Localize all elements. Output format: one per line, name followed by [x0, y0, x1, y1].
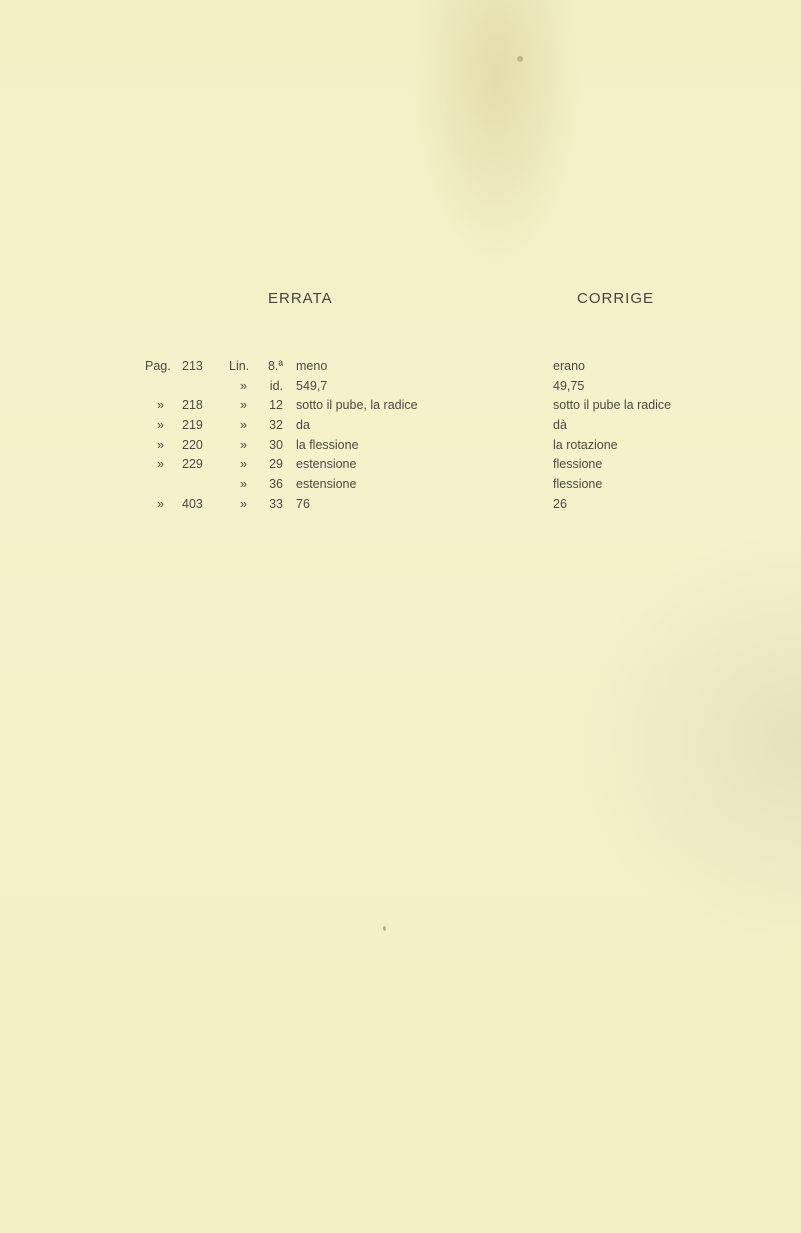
line-number: 12	[269, 398, 283, 413]
table-row	[0, 396, 801, 416]
pag-ditto-mark: »	[157, 418, 164, 433]
errata-text: 76	[296, 496, 310, 511]
errata-heading: ERRATA	[268, 290, 333, 307]
line-number: 8.ª	[267, 359, 283, 373]
line-number: id.	[269, 378, 283, 393]
pag-ditto-mark: »	[157, 398, 164, 413]
page-number: 220	[182, 437, 203, 452]
lin-ditto-mark: »	[240, 496, 247, 511]
table-row	[0, 377, 801, 397]
lin-label: Lin.	[229, 359, 250, 373]
errata-text: estensione	[296, 477, 357, 492]
table-row	[0, 475, 801, 495]
corrige-text: 49,75	[553, 378, 585, 393]
lin-ditto-mark: »	[240, 418, 247, 433]
table-row	[0, 436, 801, 456]
corrige-text: flessione	[553, 457, 603, 472]
paper-speck	[383, 926, 386, 931]
paper-stain	[517, 56, 523, 62]
table-row	[0, 416, 801, 436]
errata-text: sotto il pube, la radice	[296, 398, 418, 413]
page-number: 229	[182, 457, 203, 472]
pag-ditto-mark: »	[157, 437, 164, 452]
errata-text: meno	[296, 359, 328, 373]
lin-ditto-mark: »	[240, 437, 247, 452]
line-number: 30	[269, 437, 283, 452]
pag-label: Pag.	[145, 359, 171, 373]
lin-ditto-mark: »	[240, 457, 247, 472]
pag-ditto-mark: »	[157, 457, 164, 472]
corrige-text: flessione	[553, 477, 603, 492]
corrige-text: 26	[553, 496, 567, 511]
table-row	[0, 455, 801, 475]
errata-text: la flessione	[296, 437, 359, 452]
corrige-heading: CORRIGE	[577, 290, 655, 307]
table-row	[0, 495, 801, 515]
pag-ditto-mark: »	[157, 496, 164, 511]
corrige-text: erano	[553, 359, 585, 373]
page-number: 403	[182, 496, 203, 511]
page-number: 213	[182, 359, 203, 373]
errata-text: 549,7	[296, 378, 328, 393]
lin-ditto-mark: »	[240, 398, 247, 413]
page-number: 218	[182, 398, 203, 413]
line-number: 33	[269, 496, 283, 511]
corrige-text: dà	[553, 418, 567, 433]
line-number: 32	[269, 418, 283, 433]
table-row	[0, 357, 801, 377]
lin-ditto-mark: »	[240, 477, 247, 492]
errata-text: da	[296, 418, 310, 433]
page-number: 219	[182, 418, 203, 433]
errata-table	[0, 357, 801, 515]
line-number: 36	[269, 477, 283, 492]
line-number: 29	[269, 457, 283, 472]
errata-text: estensione	[296, 457, 357, 472]
corrige-text: sotto il pube la radice	[553, 398, 672, 413]
corrige-text: la rotazione	[553, 437, 618, 452]
lin-ditto-mark: »	[240, 378, 247, 393]
